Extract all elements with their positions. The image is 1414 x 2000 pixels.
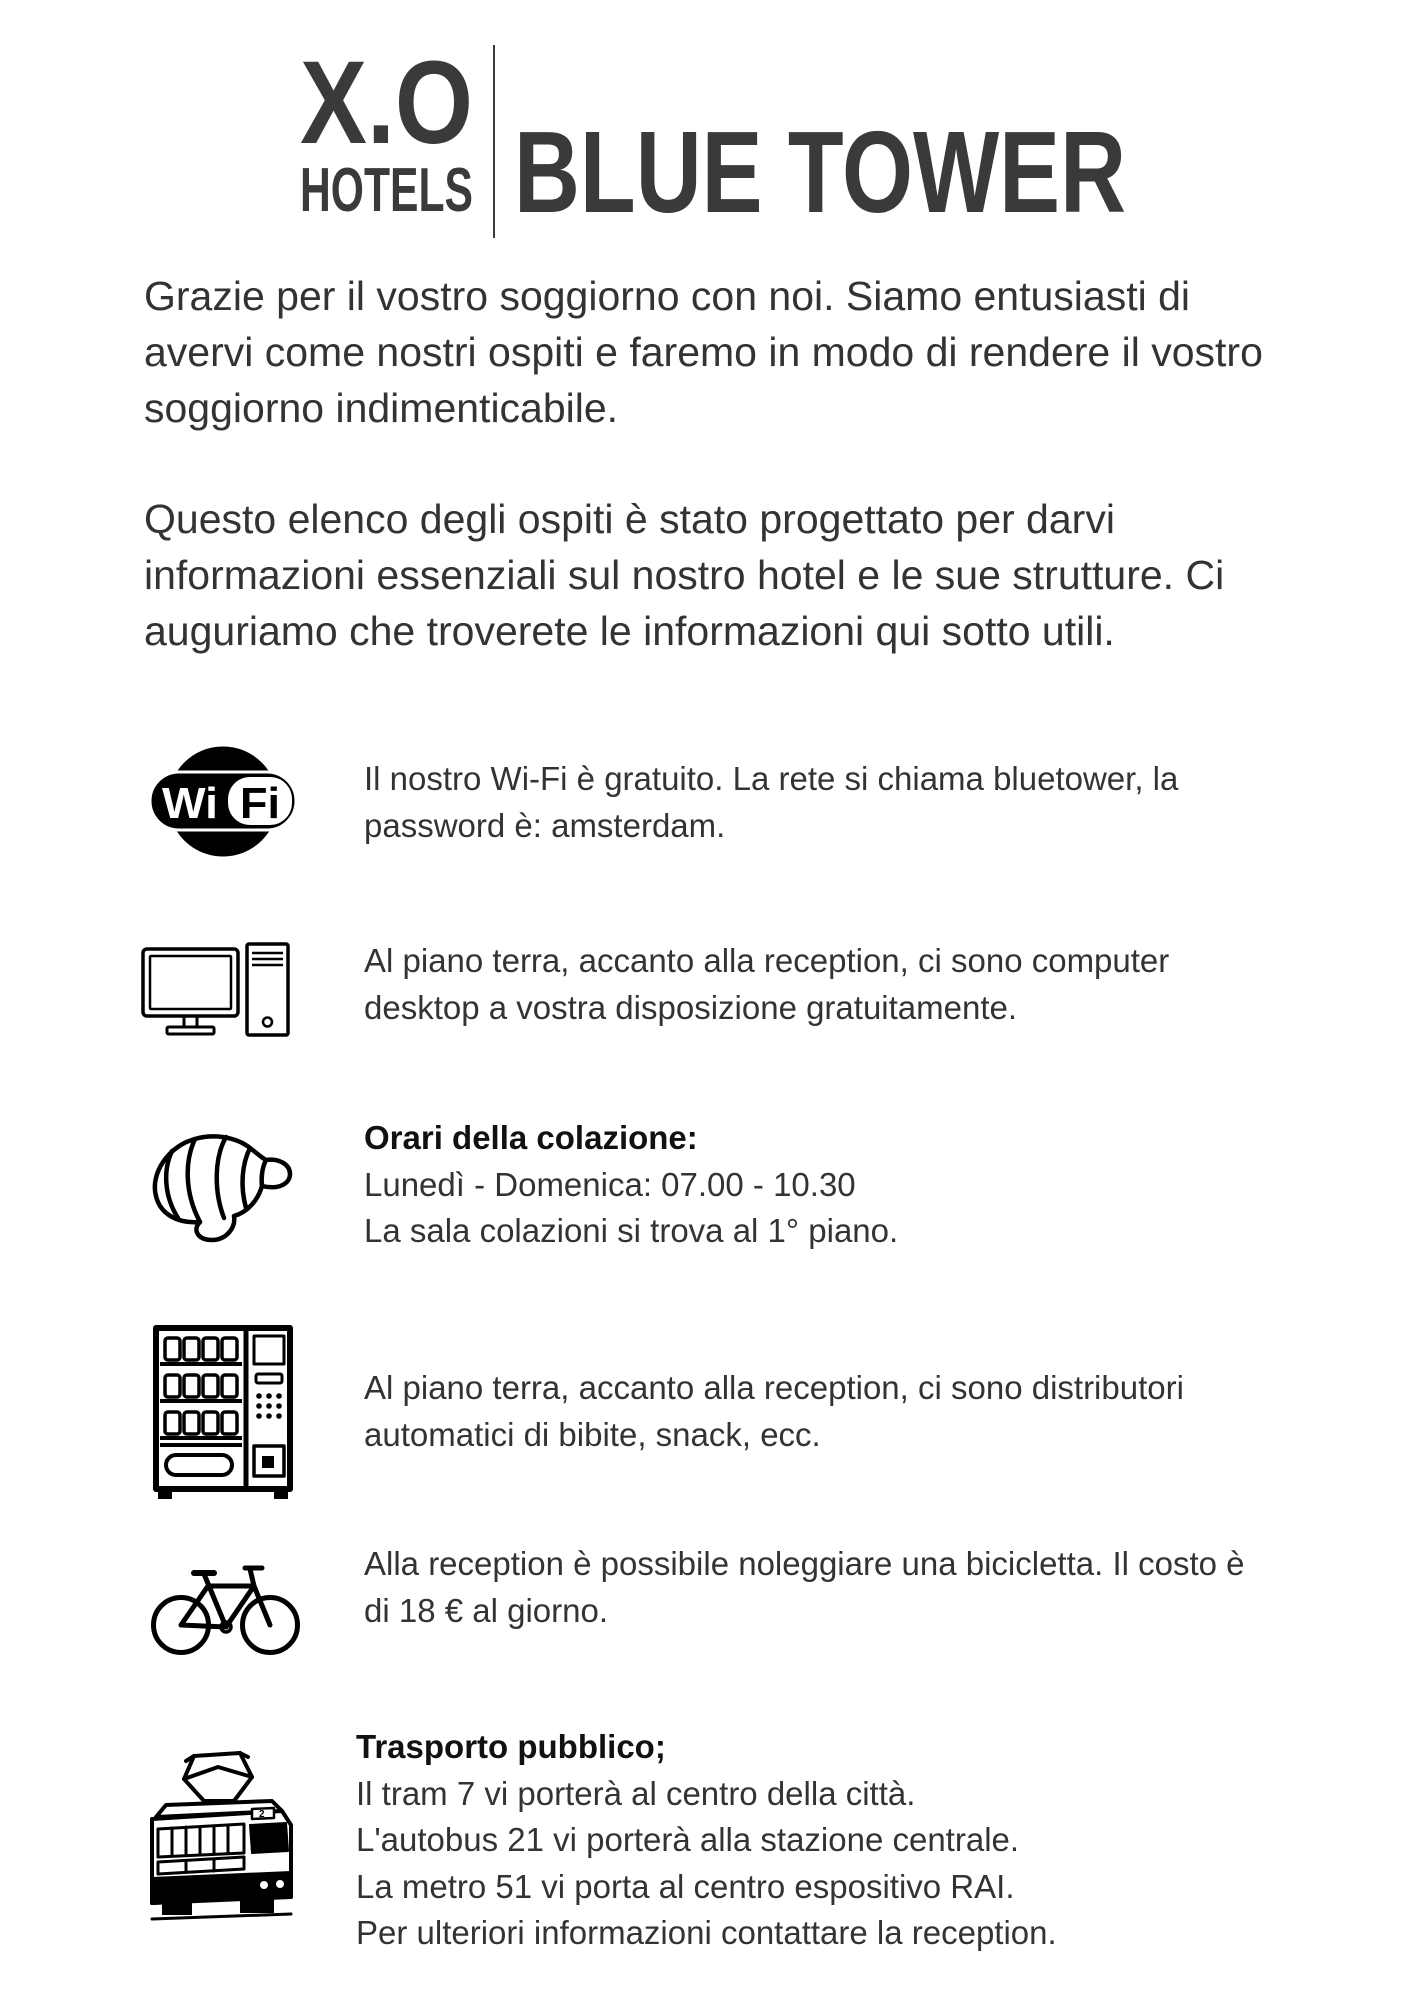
- intro-line: Questo elenco degli ospiti è stato progettato per darvi: [144, 496, 1115, 542]
- transport-info-line: Il tram 7 vi porterà al centro della città.: [356, 1774, 916, 1812]
- vending-info-line: Al piano terra, accanto alla reception, ci sono distributori: [364, 1369, 1184, 1406]
- transport-heading: Trasporto pubblico;: [356, 1728, 666, 1765]
- wifi-logo-text-left: Wi: [162, 779, 218, 828]
- bicycle-icon: [150, 1564, 301, 1656]
- vending-machine-icon: [152, 1324, 294, 1501]
- computers-info-line: desktop a vostra disposizione gratuitamente.: [364, 988, 1018, 1026]
- breakfast-location: La sala colazioni si trova al 1° piano.: [364, 1212, 899, 1249]
- transport-info-line: Per ulteriori informazioni contattare la reception.: [356, 1914, 1057, 1951]
- tram-sign-number: 2: [259, 1809, 265, 1820]
- wifi-info-line: password è: amsterdam.: [364, 806, 726, 844]
- wifi-info: [364, 756, 1178, 849]
- hotel-logo: [290, 37, 1140, 250]
- logo-brand-mark: X.O: [300, 37, 473, 169]
- breakfast-heading: Orari della colazione:: [364, 1119, 698, 1156]
- desktop-computer-icon: [141, 942, 290, 1037]
- intro-paragraph-purpose: [144, 491, 1224, 659]
- intro-line: avervi come nostri ospiti e faremo in modo di rendere il vostro: [144, 329, 1263, 375]
- logo-hotel-name: BLUE TOWER: [514, 107, 1126, 237]
- bicycle-info-line: di 18 € al giorno.: [364, 1591, 609, 1629]
- intro-line: auguriamo che troverete le informazioni qui sotto utili.: [144, 608, 1115, 654]
- intro-line: informazioni essenziali sul nostro hotel e le sue strutture. Ci: [144, 552, 1225, 598]
- tram-icon: [148, 1751, 293, 1924]
- bicycle-info: [364, 1541, 1245, 1634]
- breakfast-hours: Lunedì - Domenica: 07.00 - 10.30: [364, 1165, 856, 1203]
- wifi-icon: [148, 746, 298, 857]
- transport-info: [356, 1724, 1057, 1957]
- breakfast-info: [364, 1115, 898, 1255]
- intro-paragraph-welcome: [144, 268, 1263, 436]
- transport-info-line: La metro 51 vi porta al centro espositivo RAI.: [356, 1867, 1015, 1905]
- wifi-logo-text-right: Fi: [240, 779, 280, 828]
- logo-brand-sub: HOTELS: [300, 156, 473, 225]
- computers-info-line: Al piano terra, accanto alla reception, ci sono computer: [364, 942, 1170, 979]
- vending-info-line: automatici di bibite, snack, ecc.: [364, 1415, 821, 1453]
- croissant-icon: [150, 1134, 293, 1243]
- transport-info-line: L'autobus 21 vi porterà alla stazione centrale.: [356, 1821, 1020, 1858]
- wifi-info-line: Il nostro Wi-Fi è gratuito. La rete si chiama bluetower, la: [364, 760, 1179, 797]
- bicycle-info-line: Alla reception è possibile noleggiare una bicicletta. Il costo è: [364, 1545, 1245, 1582]
- vending-info: [364, 1365, 1184, 1458]
- intro-line: Grazie per il vostro soggiorno con noi. Siamo entusiasti di: [144, 273, 1191, 319]
- intro-line: soggiorno indimenticabile.: [144, 385, 619, 431]
- computers-info: [364, 938, 1169, 1031]
